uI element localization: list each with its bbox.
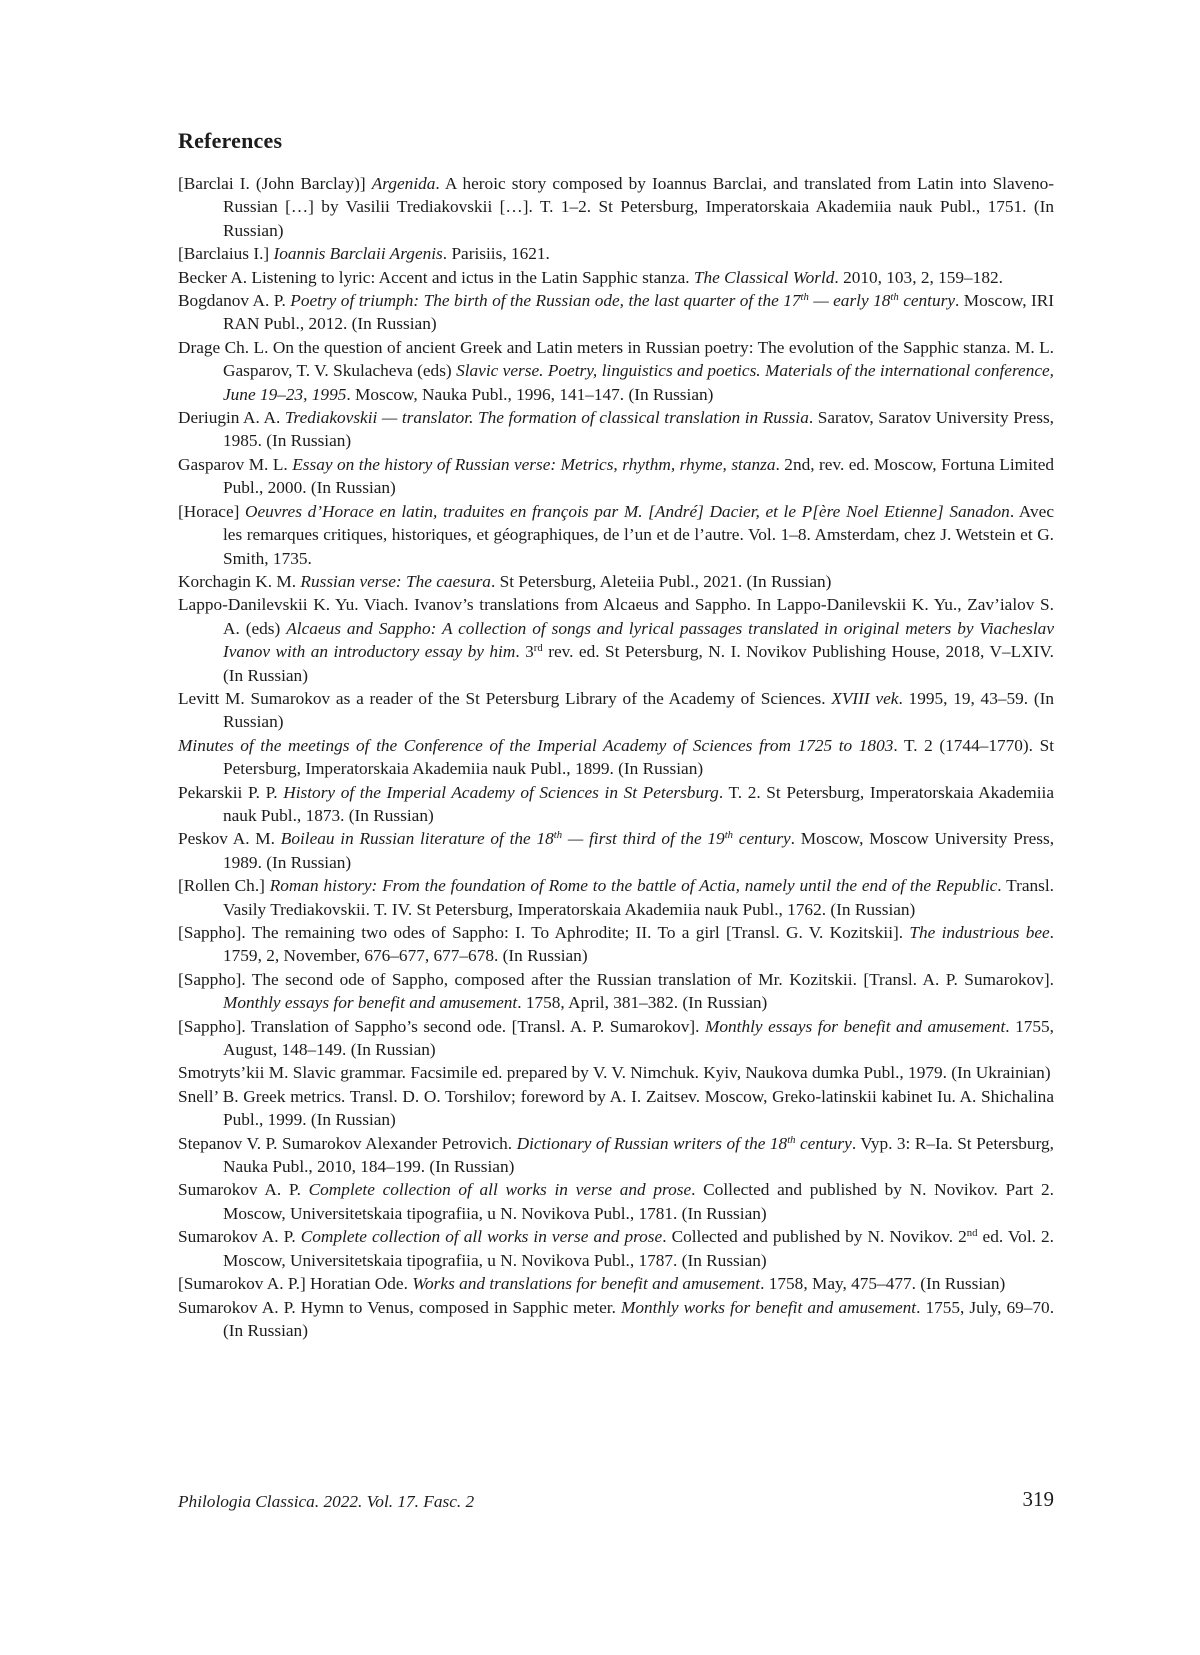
reference-text: . Parisiis, 1621. bbox=[442, 244, 550, 264]
reference-entry bbox=[178, 1132, 1054, 1179]
reference-text: [Sappho]. Translation of Sappho’s second ode. [Transl. A. P. Sumarokov]. bbox=[178, 1016, 705, 1036]
reference-title: Monthly essays for benefit and amusement bbox=[223, 993, 518, 1013]
reference-text: [Rollen Ch.] bbox=[178, 876, 270, 896]
reference-entry bbox=[178, 781, 1054, 828]
reference-text: rd bbox=[533, 642, 543, 655]
reference-title: Complete collection of all works in verse and prose bbox=[300, 1227, 663, 1247]
reference-text: Sumarokov A. P. Hymn to Venus, composed in Sapphic meter. bbox=[178, 1297, 621, 1317]
reference-entry bbox=[178, 500, 1054, 570]
reference-text: Pekarskii P. P. bbox=[178, 782, 284, 802]
reference-title: th bbox=[724, 829, 734, 842]
reference-title: Monthly works for benefit and amusement bbox=[621, 1297, 917, 1317]
reference-list bbox=[178, 172, 1054, 1342]
reference-text: . 1758, April, 381–382. (In Russian) bbox=[517, 993, 768, 1013]
reference-entry bbox=[178, 1225, 1054, 1272]
reference-text: . 1758, May, 475–477. (In Russian) bbox=[760, 1274, 1006, 1294]
reference-title: th bbox=[787, 1133, 796, 1146]
reference-text: . Saratov, Saratov University Press, 1985. (In Russian) bbox=[223, 408, 1055, 451]
reference-title: The Classical World bbox=[693, 267, 835, 287]
reference-title: Russian verse: The caesura bbox=[300, 571, 491, 591]
reference-text: Deriugin A. A. bbox=[178, 408, 285, 428]
reference-title: Alcaeus and Sappho: A collection of songs and lyrical passages translated in original meters by Viacheslav Ivanov with an introductory essay by him bbox=[223, 618, 1054, 662]
reference-text: . 2nd, rev. ed. Moscow, Fortuna Limited Publ., 2000. (In Russian) bbox=[223, 454, 1055, 498]
reference-title: Works and translations for benefit and amusement bbox=[412, 1274, 761, 1294]
reference-text: [Horace] bbox=[178, 501, 246, 521]
reference-entry bbox=[178, 266, 1054, 289]
reference-title: Argenida bbox=[371, 174, 436, 193]
reference-title: Ioannis Barclaii Argenis bbox=[273, 244, 443, 264]
reference-text: Levitt M. Sumarokov as a reader of the St Petersburg Library of the Academy of Sciences. bbox=[178, 688, 832, 708]
reference-text: Lappo-Danilevskii K. Yu. Viach. Ivanov’s translations from Alcaeus and Sappho. In Lappo-Danilevskii K. Yu., Zav’ialov S. A. (eds) bbox=[178, 595, 1054, 638]
reference-title: Monthly essays for benefit and amusement bbox=[705, 1016, 1006, 1036]
reference-text: Bogdanov A. P. bbox=[178, 291, 291, 311]
reference-entry bbox=[178, 687, 1054, 734]
reference-text: . Collected and published by N. Novikov. Part 2. Moscow, Universitetskaia tipografiia, u N. Novikova Publ., 1781. (In Russian) bbox=[223, 1180, 1054, 1223]
reference-entry bbox=[178, 1272, 1054, 1295]
reference-text: . A heroic story composed by Ioannus Barclai, and translated from Latin into Slaveno-Russian […] by Vasilii Trediakovskii […]. T. 1–2. St Petersburg, Imperatorskaia Akademiia nauk Publ., 1751. (In Russian) bbox=[223, 174, 1055, 240]
reference-entry bbox=[178, 734, 1054, 781]
reference-text: Stepanov V. P. Sumarokov Alexander Petrovich. bbox=[178, 1133, 517, 1153]
reference-text: . T. 2. St Petersburg, Imperatorskaia Akademiia nauk Publ., 1873. (In Russian) bbox=[223, 782, 1055, 825]
reference-title: Roman history: From the foundation of Rome to the battle of Actia, namely until the end of the Republic bbox=[269, 876, 998, 896]
reference-entry bbox=[178, 921, 1054, 968]
reference-text: Becker A. Listening to lyric: Accent and ictus in the Latin Sapphic stanza. bbox=[178, 267, 694, 287]
reference-text: [Sappho]. The second ode of Sappho, composed after the Russian translation of Mr. Kozitskii. [Transl. A. P. Sumarokov]. bbox=[178, 969, 1054, 989]
reference-text: . St Petersburg, Aleteiia Publ., 2021. (In Russian) bbox=[490, 571, 832, 591]
reference-text: . 1755, August, 148–149. (In Russian) bbox=[223, 1016, 1054, 1060]
reference-entry bbox=[178, 570, 1054, 593]
reference-text: Korchagin K. M. bbox=[178, 571, 301, 591]
reference-entry bbox=[178, 593, 1054, 687]
reference-text: . 1995, 19, 43–59. (In Russian) bbox=[223, 688, 1054, 732]
reference-text: ed. Vol. 2. Moscow, Universitetskaia tipografiia, u N. Novikova Publ., 1787. (In Russian) bbox=[223, 1227, 1054, 1270]
reference-text: Sumarokov A. P. bbox=[178, 1180, 309, 1200]
reference-title: Essay on the history of Russian verse: Metrics, rhythm, rhyme, stanza bbox=[292, 454, 776, 474]
reference-title: Slavic verse. Poetry, linguistics and poetics. Materials of the international conference, June 19–23, 1995 bbox=[223, 361, 1055, 404]
reference-text: [Barclaius I.] bbox=[178, 244, 274, 264]
reference-text: [Sappho]. The remaining two odes of Sappho: I. To Aphrodite; II. To a girl [Transl. G. V. Kozitskii]. bbox=[178, 923, 910, 942]
reference-title: century bbox=[898, 291, 956, 311]
section-heading: References bbox=[178, 128, 283, 153]
reference-text: Smotryts’kii M. Slavic grammar. Facsimile ed. prepared by V. V. Nimchuk. Kyiv, Naukova dumka Publ., 1979. (In Ukrainian) bbox=[178, 1063, 1051, 1083]
reference-text: . 1759, 2, November, 676–677, 677–678. (In Russian) bbox=[223, 923, 1054, 966]
reference-entry bbox=[178, 1015, 1054, 1062]
reference-entry bbox=[178, 1296, 1054, 1343]
reference-title: The industrious bee bbox=[909, 923, 1050, 942]
reference-text: [Sumarokov A. P.] Horatian Ode. bbox=[178, 1274, 413, 1294]
reference-title: XVIII vek bbox=[831, 688, 899, 708]
reference-title: Trediakovskii — translator. The formation of classical translation in Russia bbox=[284, 408, 809, 428]
reference-text: Peskov A. M. bbox=[178, 829, 281, 849]
reference-entry bbox=[178, 1085, 1054, 1132]
reference-text: . Vyp. 3: R–Ia. St Petersburg, Nauka Publ., 2010, 184–199. (In Russian) bbox=[223, 1133, 1054, 1177]
reference-text: . Moscow, Nauka Publ., 1996, 141–147. (In Russian) bbox=[346, 384, 714, 404]
reference-text: nd bbox=[966, 1227, 978, 1240]
reference-entry bbox=[178, 242, 1054, 265]
reference-text: . Transl. Vasily Trediakovskii. T. IV. St Petersburg, Imperatorskaia Akademiia nauk Publ., 1762. (In Russian) bbox=[223, 876, 1054, 919]
reference-title: Boileau in Russian literature of the 18 bbox=[280, 829, 554, 849]
reference-entry bbox=[178, 289, 1054, 336]
reference-text: Sumarokov A. P. bbox=[178, 1227, 301, 1247]
reference-text: . Moscow, Moscow University Press, 1989. (In Russian) bbox=[223, 829, 1055, 872]
reference-title: History of the Imperial Academy of Sciences in St Petersburg bbox=[283, 782, 719, 802]
reference-title: Complete collection of all works in verse and prose bbox=[308, 1180, 692, 1200]
reference-title: th bbox=[553, 829, 563, 842]
reference-entry bbox=[178, 827, 1054, 874]
reference-title: century bbox=[795, 1133, 852, 1153]
reference-text: . Moscow, IRI RAN Publ., 2012. (In Russian) bbox=[223, 291, 1055, 334]
reference-text: Drage Ch. L. On the question of ancient Greek and Latin meters in Russian poetry: The evolution of the Sapphic stanza. M. L. Gasparov, T. V. Skulacheva (eds) bbox=[178, 337, 1054, 381]
reference-title: th bbox=[890, 291, 899, 304]
reference-text: Snell’ B. Greek metrics. Transl. D. O. Torshilov; foreword by A. I. Zaitsev. Moscow, Greko-latinskii kabinet Iu. A. Shichalina Publ., 1999. (In Russian) bbox=[178, 1086, 1054, 1130]
reference-text: . Collected and published by N. Novikov. 2 bbox=[662, 1227, 967, 1247]
reference-title: Dictionary of Russian writers of the 18 bbox=[516, 1133, 788, 1153]
reference-text: . 1755, July, 69–70. (In Russian) bbox=[223, 1297, 1055, 1340]
reference-entry bbox=[178, 874, 1054, 921]
reference-text: rev. ed. St Petersburg, N. I. Novikov Publishing House, 2018, V–LXIV. (In Russian) bbox=[223, 642, 1054, 685]
reference-text: . 2010, 103, 2, 159–182. bbox=[834, 267, 1003, 287]
reference-text: [Barclai I. (John Barclay)] bbox=[178, 174, 372, 193]
reference-title: century bbox=[733, 829, 791, 849]
reference-title: — first third of the 19 bbox=[562, 829, 725, 849]
journal-citation: Philologia Classica. 2022. Vol. 17. Fasc. 2 bbox=[178, 1492, 475, 1511]
reference-entry bbox=[178, 172, 1054, 242]
reference-title: Oeuvres d’Horace en latin, traduites en françois par M. [André] Dacier, et le P[ère Noel Etienne] Sanadon bbox=[245, 501, 1010, 521]
reference-entry bbox=[178, 968, 1054, 1015]
reference-title: Poetry of triumph: The birth of the Russian ode, the last quarter of the 17 bbox=[290, 291, 801, 311]
reference-title: — early 18 bbox=[808, 291, 891, 311]
reference-entry bbox=[178, 1178, 1054, 1225]
reference-text: Gasparov M. L. bbox=[178, 454, 293, 474]
reference-text: . 3 bbox=[515, 642, 534, 662]
reference-title: Minutes of the meetings of the Conference of the Imperial Academy of Sciences from 1725 to 1803 bbox=[178, 735, 894, 755]
reference-entry bbox=[178, 336, 1054, 406]
reference-entry bbox=[178, 453, 1054, 500]
page-number: 319 bbox=[1022, 1487, 1054, 1511]
reference-entry bbox=[178, 1061, 1054, 1084]
reference-title: th bbox=[800, 291, 809, 304]
reference-text: . T. 2 (1744–1770). St Petersburg, Imperatorskaia Akademiia nauk Publ., 1899. (In Russian) bbox=[223, 735, 1054, 779]
reference-entry bbox=[178, 406, 1054, 453]
reference-text: . Avec les remarques critiques, historiques, et géographiques, de l’un et de l’autre. Vol. 1–8. Amsterdam, chez J. Wetstein et G. Smith, 1735. bbox=[223, 501, 1054, 568]
